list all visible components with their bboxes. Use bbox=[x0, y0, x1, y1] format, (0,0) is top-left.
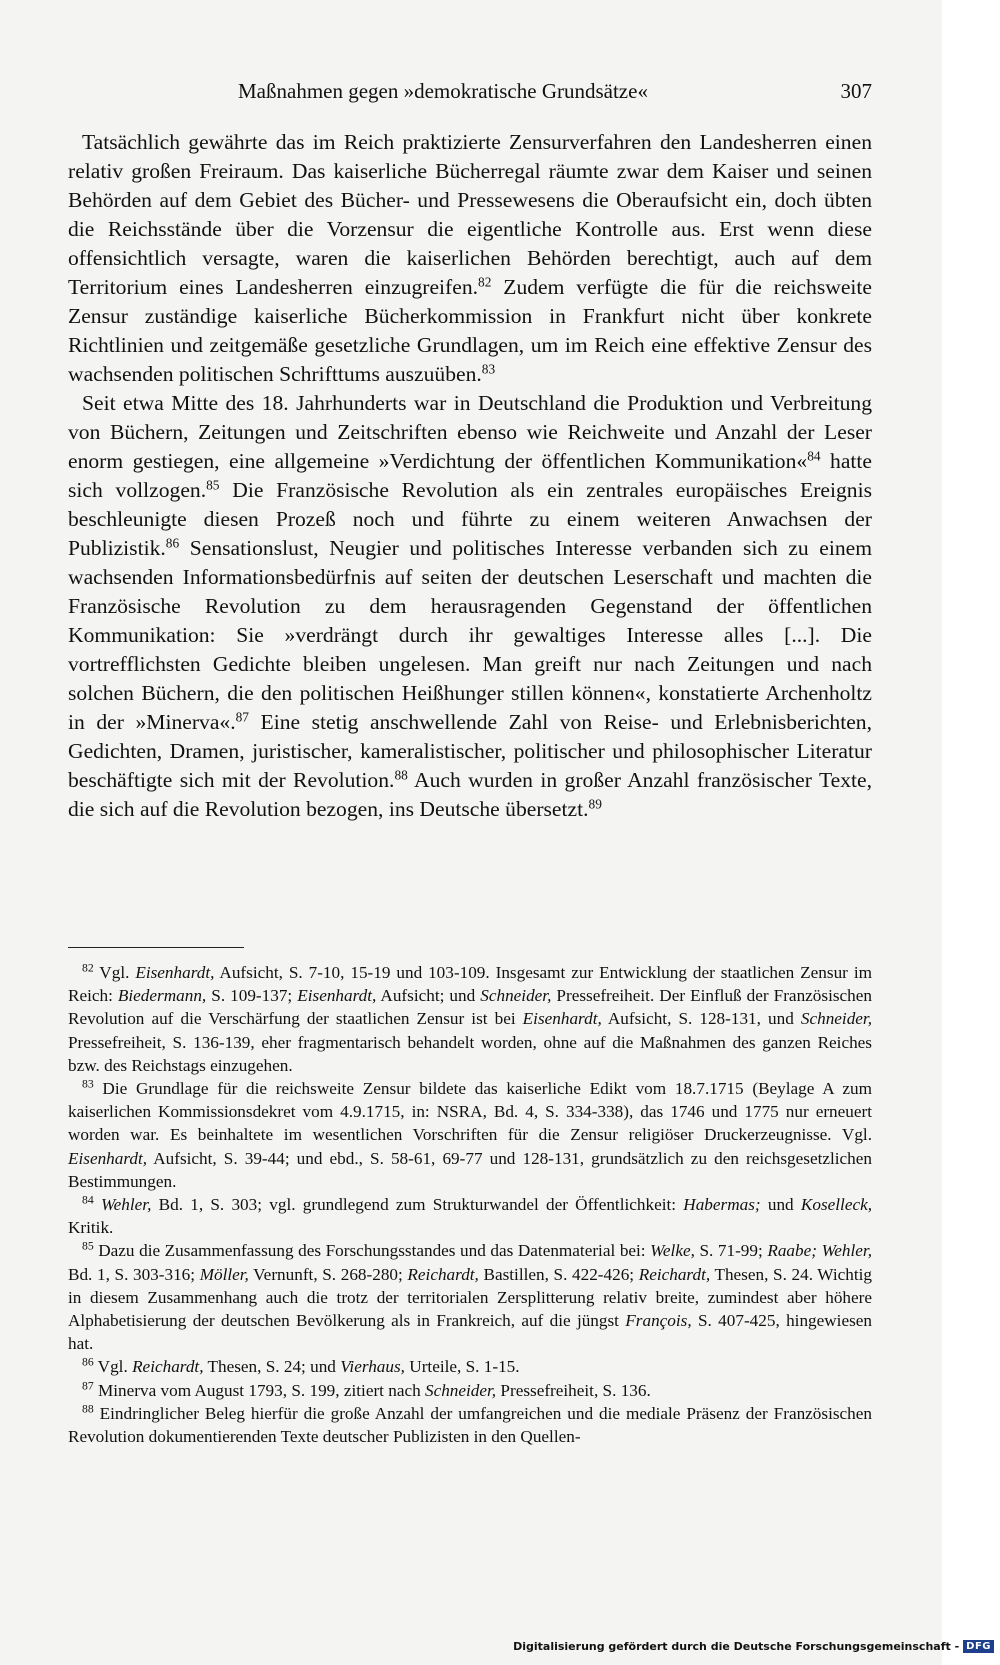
footnote-marker: 82 bbox=[478, 274, 492, 290]
text-run: Bd. 1, S. 303; vgl. grundlegend zum Strukturwandel der Öffentlichkeit: bbox=[151, 1195, 684, 1215]
text-run: Thesen, S. 24; und bbox=[203, 1357, 341, 1377]
footnotes bbox=[68, 961, 872, 1448]
text-run: Vgl. bbox=[93, 963, 136, 982]
digitization-footer bbox=[513, 1640, 994, 1653]
footnote-marker: 88 bbox=[82, 1402, 94, 1416]
text-run: und bbox=[760, 1195, 801, 1215]
footnote-marker: 82 bbox=[82, 961, 94, 975]
cited-author: Biedermann, bbox=[117, 986, 207, 1006]
text-run: Die Grundlage für die reichsweite Zensur bildete das kaiserliche Edikt vom 18.7.1715 (Beylage A zum kaiserlichen Kommissionsdekret vom 4.9.1715, in: NSRA, Bd. 4, S. 334-338), das 1746 und 1775 nur erneuert worden war. Es beinhaltete im wesentlichen Vorschriften für die Zensur religiöser Druckerzeugnisse. Vgl. bbox=[68, 1079, 872, 1145]
footnote-marker: 87 bbox=[235, 709, 249, 725]
footnote-marker: 85 bbox=[206, 477, 220, 493]
footnote-marker: 84 bbox=[82, 1193, 94, 1207]
margin-strip bbox=[942, 0, 1000, 1665]
main-text bbox=[68, 128, 872, 824]
footnote-marker: 88 bbox=[394, 767, 408, 783]
text-run: Aufsicht, S. 39-44; und ebd., S. 58-61, 69-77 und 128-131, grundsätzlich zu den reichsgesetzlichen Bestimmungen. bbox=[68, 1148, 872, 1191]
footnote bbox=[68, 1379, 872, 1402]
text-run: Pressefreiheit. Der Einfluß der Französischen Revolution auf die Verschärfung der staatlichen Zensur ist bei bbox=[68, 986, 872, 1029]
footnote bbox=[68, 1355, 872, 1378]
footnote bbox=[68, 1077, 872, 1193]
cited-author: Eisenhardt, bbox=[297, 986, 377, 1006]
footnote-marker: 87 bbox=[82, 1379, 94, 1393]
cited-author: François, bbox=[625, 1311, 692, 1331]
cited-author: Raabe; bbox=[767, 1241, 817, 1261]
footnote bbox=[68, 1402, 872, 1448]
text-run: Dazu die Zusammenfassung des Forschungsstandes und das Datenmaterial bei: bbox=[93, 1241, 651, 1261]
text-run: Auch wurden in großer Anzahl französischer Texte, die sich auf die Revolution bezogen, ins Deutsche übersetzt. bbox=[68, 768, 873, 821]
footnote-marker: 84 bbox=[807, 448, 821, 464]
cited-author: Habermas; bbox=[683, 1195, 761, 1215]
text-run: S. 71-99; bbox=[694, 1241, 768, 1261]
text-run: Vernunft, S. 268-280; bbox=[248, 1264, 408, 1284]
text-run: Pressefreiheit, S. 136-139, eher fragmentarisch behandelt worden, ohne auf die Maßnahmen des ganzen Reiches bzw. des Reichstags einzugehen. bbox=[68, 1032, 872, 1075]
footnote bbox=[68, 961, 872, 1077]
cited-author: Wehler, bbox=[100, 1195, 152, 1215]
page-number: 307 bbox=[840, 79, 872, 103]
text-run: Seit etwa Mitte des 18. Jahrhunderts war in Deutschland die Produktion und Verbreitung von Büchern, Zeitungen und Zeitschriften ebenso wie Reichweite und Anzahl der Leser enorm gestiegen, eine allgemeine »Verdichtung der öffentlichen Kommunikation« bbox=[68, 391, 872, 473]
text-run: Minerva vom August 1793, S. 199, zitiert nach bbox=[93, 1380, 425, 1400]
footnote bbox=[68, 1193, 872, 1239]
text-run: hatte sich vollzogen. bbox=[68, 449, 872, 502]
cited-author: Schneider, bbox=[424, 1380, 497, 1400]
footnote-marker: 83 bbox=[82, 1077, 94, 1091]
cited-author: Welke, bbox=[650, 1241, 695, 1261]
running-title: Maßnahmen gegen »demokratische Grundsätze« bbox=[238, 79, 648, 103]
text-run: Tatsächlich gewährte das im Reich praktizierte Zensurverfahren den Landesherren einen relativ großen Freiraum. Das kaiserliche Bücherregal räumte zwar dem Kaiser und seinen Behörden auf dem Gebiet des Bücher- und Pressewesens die Oberaufsicht ein, doch übten die Reichsstände über die Vorzensur die eigentliche Kontrolle aus. Erst wenn diese offensichtlich versagte, waren die kaiserlichen Behörden berechtigt, auch auf dem Territorium eines Landesherren einzugreifen. bbox=[68, 130, 872, 299]
text-run: Aufsicht, S. 7-10, 15-19 und 103-109. Insgesamt zur Entwicklung der staatlichen Zensur im Reich: bbox=[68, 963, 872, 1006]
footnote-marker: 83 bbox=[481, 361, 496, 377]
body-paragraph bbox=[68, 389, 872, 824]
cited-author: Eisenhardt, bbox=[68, 1148, 148, 1168]
text-run: Eine stetig anschwellende Zahl von Reise- und Erlebnisberichten, Gedichten, Dramen, juristischer, kameralistischer, politischer und philosophischer Literatur beschäftigte sich mit der Revolution. bbox=[68, 710, 873, 792]
text-run bbox=[94, 1195, 101, 1214]
cited-author: Eisenhardt, bbox=[135, 963, 215, 982]
cited-author: Reichardt, bbox=[638, 1264, 711, 1284]
footnote-marker: 86 bbox=[165, 535, 180, 551]
footnote-marker: 86 bbox=[82, 1356, 94, 1370]
text-run: Die Französische Revolution als ein zentrales europäisches Ereignis beschleunigte diesen Prozeß noch und führte zu einem weiteren Anwachsen der Publizistik. bbox=[68, 478, 872, 560]
text-run: Pressefreiheit, S. 136. bbox=[496, 1380, 651, 1400]
text-run: Aufsicht; und bbox=[376, 986, 481, 1006]
digitization-note: Digitalisierung gefördert durch die Deutsche Forschungsgemeinschaft - bbox=[513, 1640, 960, 1653]
text-run: Bd. 1, S. 303-316; bbox=[68, 1264, 200, 1284]
dfg-logo: DFG bbox=[963, 1640, 994, 1653]
body-paragraph bbox=[68, 128, 872, 389]
text-run: Zudem verfügte die für die reichsweite Zensur zuständige kaiserliche Bücherkommission in Frankfurt nicht über konkrete Richtlinien und zeitgemäße gesetzliche Grundlagen, um im Reich eine effektive Zensur des wachsenden politischen Schrifttums auszuüben. bbox=[68, 275, 872, 386]
text-run: Vgl. bbox=[93, 1357, 133, 1377]
footnote-separator bbox=[68, 947, 244, 948]
text-run: S. 407-425, hingewiesen hat. bbox=[68, 1311, 872, 1354]
cited-author: Eisenhardt, bbox=[522, 1009, 602, 1029]
text-run: Thesen, S. 24. Wichtig in diesem Zusammenhang auch die trotz der territorialen Zersplitterung relativ breite, zumindest aber höhere Alphabetisierung der deutschen Bevölkerung als in Frankreich, auf die jüngst bbox=[68, 1264, 872, 1331]
cited-author: Schneider, bbox=[800, 1009, 872, 1029]
text-run: S. 109-137; bbox=[206, 986, 298, 1006]
text-run: Sensationslust, Neugier und politisches Interesse verbanden sich zu einem wachsenden Informationsbedürfnis auf seiten der deutschen Leserschaft und machten die Französische Revolution zu dem herausragenden Gegenstand der öffentlichen Kommunikation: Sie »verdrängt durch ihr gewaltiges Interesse alles [...]. Die vortrefflichsten Gedichte bleiben ungelesen. Man greift nur nach Zeitungen und nach solchen Büchern, die den politischen Heißhunger stillen können«, konstatierte Archenholtz in der »Minerva«. bbox=[68, 536, 872, 734]
footnote-marker: 85 bbox=[82, 1240, 94, 1254]
cited-author: Schneider, bbox=[480, 986, 552, 1006]
text-run: Aufsicht, S. 128-131, und bbox=[601, 1009, 801, 1029]
cited-author: Wehler, bbox=[821, 1241, 873, 1261]
cited-author: Reichardt, bbox=[132, 1357, 204, 1377]
text-run: Kritik. bbox=[68, 1218, 114, 1238]
cited-author: Koselleck, bbox=[800, 1195, 873, 1215]
text-run: Eindringlicher Beleg hierfür die große Anzahl der umfangreichen und die mediale Präsenz der Französischen Revolution dokumentierenden Texte deutscher Publizisten in den Quellen- bbox=[68, 1403, 872, 1447]
cited-author: Vierhaus, bbox=[340, 1357, 405, 1377]
text-run: Urteile, S. 1-15. bbox=[404, 1357, 520, 1377]
cited-author: Möller, bbox=[199, 1264, 249, 1284]
footnote bbox=[68, 1239, 872, 1355]
cited-author: Reichardt, bbox=[407, 1264, 479, 1284]
text-run: Bastillen, S. 422-426; bbox=[478, 1264, 639, 1284]
footnote-marker: 89 bbox=[588, 796, 602, 812]
